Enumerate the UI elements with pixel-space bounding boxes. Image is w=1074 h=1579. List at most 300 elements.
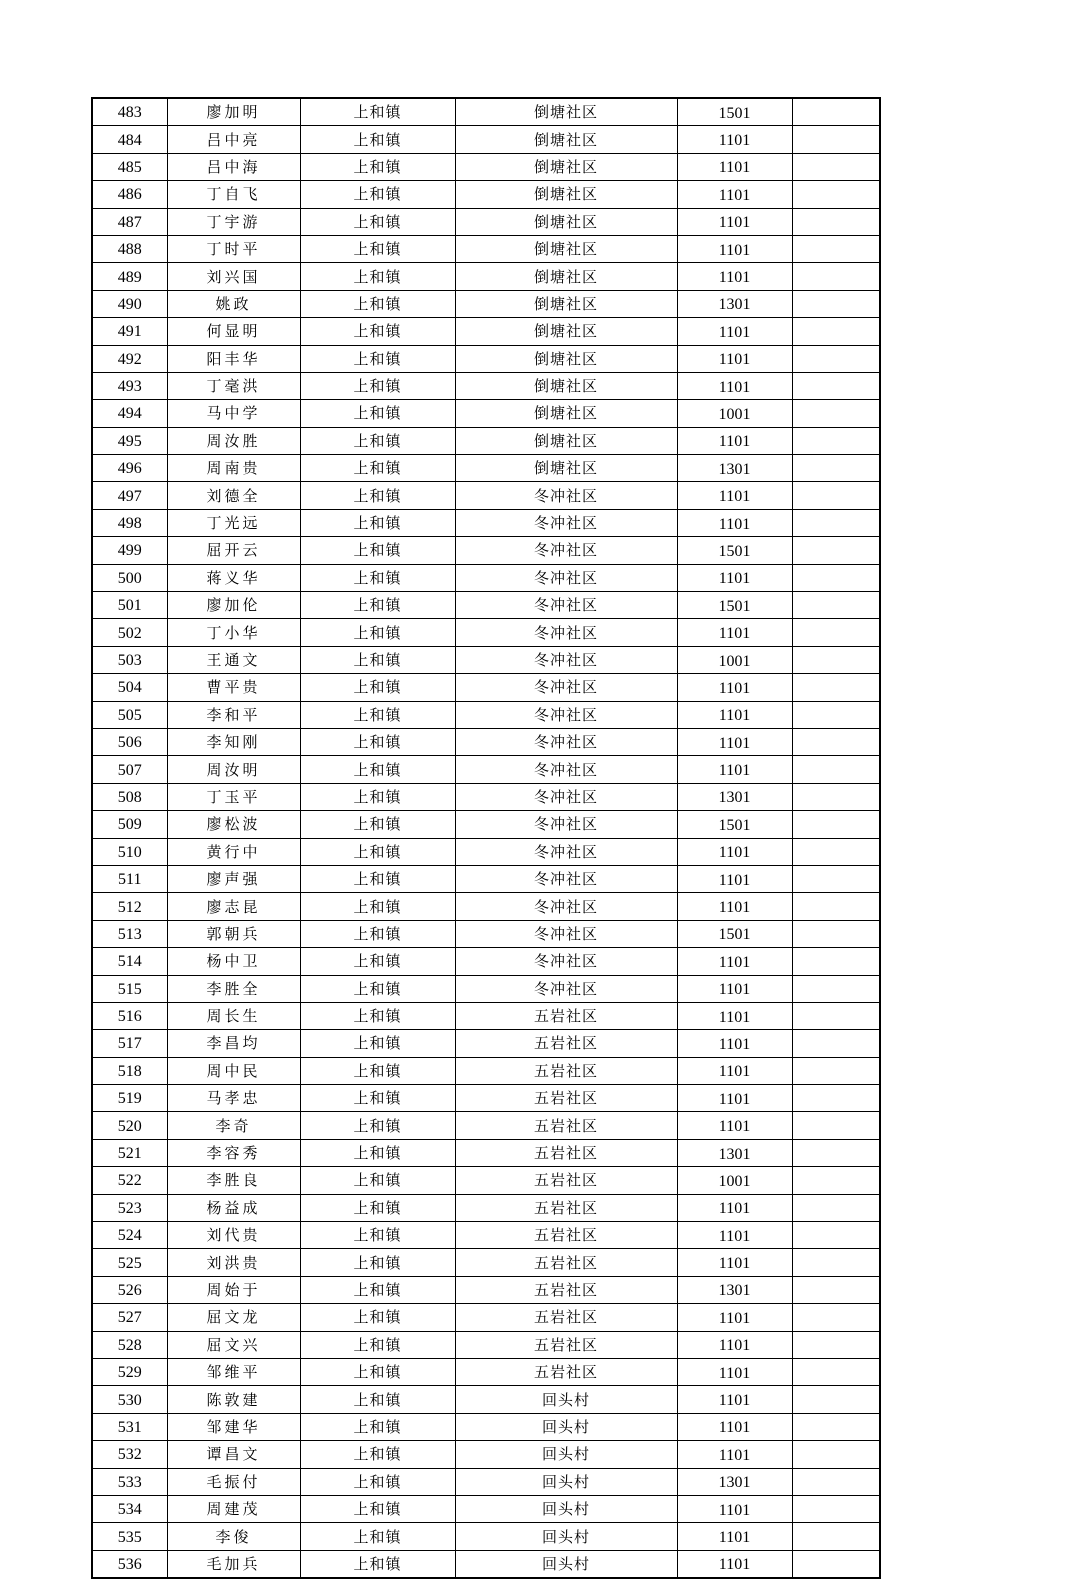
cell-person-name: 丁宇游 xyxy=(167,208,300,235)
table-row xyxy=(92,920,880,947)
cell-town: 上和镇 xyxy=(300,1413,455,1440)
cell-person-name: 刘代贵 xyxy=(167,1222,300,1249)
cell-person-name: 谭昌文 xyxy=(167,1441,300,1468)
table-row xyxy=(92,98,880,126)
cell-note xyxy=(792,235,880,262)
table-row xyxy=(92,1057,880,1084)
cell-town: 上和镇 xyxy=(300,482,455,509)
cell-person-name: 屈文兴 xyxy=(167,1331,300,1358)
cell-note xyxy=(792,509,880,536)
cell-community: 回头村 xyxy=(455,1441,677,1468)
cell-note xyxy=(792,1441,880,1468)
table-row xyxy=(92,482,880,509)
cell-note xyxy=(792,1167,880,1194)
table-row xyxy=(92,1523,880,1550)
cell-person-name: 毛加兵 xyxy=(167,1550,300,1578)
cell-town: 上和镇 xyxy=(300,865,455,892)
cell-note xyxy=(792,838,880,865)
cell-community: 五岩社区 xyxy=(455,1167,677,1194)
cell-community: 冬冲社区 xyxy=(455,482,677,509)
cell-community: 倒塘社区 xyxy=(455,98,677,126)
cell-code: 1301 xyxy=(677,290,792,317)
cell-community: 冬冲社区 xyxy=(455,728,677,755)
cell-serial-number: 489 xyxy=(92,263,167,290)
cell-community: 冬冲社区 xyxy=(455,838,677,865)
cell-note xyxy=(792,1386,880,1413)
cell-code: 1101 xyxy=(677,181,792,208)
table-row xyxy=(92,263,880,290)
cell-code: 1101 xyxy=(677,1222,792,1249)
cell-code: 1101 xyxy=(677,153,792,180)
cell-person-name: 丁毫洪 xyxy=(167,372,300,399)
cell-note xyxy=(792,208,880,235)
cell-town: 上和镇 xyxy=(300,619,455,646)
cell-person-name: 李俊 xyxy=(167,1523,300,1550)
cell-note xyxy=(792,427,880,454)
cell-note xyxy=(792,592,880,619)
cell-community: 倒塘社区 xyxy=(455,318,677,345)
cell-serial-number: 534 xyxy=(92,1495,167,1522)
cell-serial-number: 490 xyxy=(92,290,167,317)
cell-person-name: 周长生 xyxy=(167,1002,300,1029)
cell-town: 上和镇 xyxy=(300,1057,455,1084)
cell-person-name: 刘德全 xyxy=(167,482,300,509)
table-row xyxy=(92,948,880,975)
cell-serial-number: 505 xyxy=(92,701,167,728)
table-row xyxy=(92,318,880,345)
cell-person-name: 吕中海 xyxy=(167,153,300,180)
cell-code: 1501 xyxy=(677,592,792,619)
cell-town: 上和镇 xyxy=(300,728,455,755)
cell-person-name: 毛振付 xyxy=(167,1468,300,1495)
cell-community: 倒塘社区 xyxy=(455,400,677,427)
cell-code: 1301 xyxy=(677,1276,792,1303)
cell-note xyxy=(792,1276,880,1303)
cell-code: 1101 xyxy=(677,1304,792,1331)
cell-community: 五岩社区 xyxy=(455,1331,677,1358)
cell-town: 上和镇 xyxy=(300,1276,455,1303)
cell-note xyxy=(792,1057,880,1084)
cell-code: 1101 xyxy=(677,893,792,920)
cell-community: 冬冲社区 xyxy=(455,564,677,591)
table-row xyxy=(92,865,880,892)
cell-town: 上和镇 xyxy=(300,1304,455,1331)
cell-community: 倒塘社区 xyxy=(455,181,677,208)
table-row xyxy=(92,564,880,591)
table-row xyxy=(92,783,880,810)
table-row xyxy=(92,1030,880,1057)
cell-community: 倒塘社区 xyxy=(455,208,677,235)
table-row xyxy=(92,1194,880,1221)
cell-community: 冬冲社区 xyxy=(455,783,677,810)
cell-town: 上和镇 xyxy=(300,181,455,208)
cell-code: 1501 xyxy=(677,537,792,564)
cell-note xyxy=(792,153,880,180)
cell-serial-number: 498 xyxy=(92,509,167,536)
cell-person-name: 刘洪贵 xyxy=(167,1249,300,1276)
table-row xyxy=(92,1358,880,1385)
cell-serial-number: 501 xyxy=(92,592,167,619)
cell-serial-number: 526 xyxy=(92,1276,167,1303)
cell-note xyxy=(792,701,880,728)
cell-note xyxy=(792,1468,880,1495)
cell-note xyxy=(792,674,880,701)
cell-serial-number: 506 xyxy=(92,728,167,755)
cell-serial-number: 514 xyxy=(92,948,167,975)
cell-code: 1101 xyxy=(677,509,792,536)
cell-serial-number: 502 xyxy=(92,619,167,646)
cell-community: 冬冲社区 xyxy=(455,701,677,728)
cell-community: 回头村 xyxy=(455,1386,677,1413)
table-row xyxy=(92,290,880,317)
cell-person-name: 李奇 xyxy=(167,1112,300,1139)
cell-serial-number: 530 xyxy=(92,1386,167,1413)
cell-code: 1501 xyxy=(677,920,792,947)
table-row xyxy=(92,975,880,1002)
cell-community: 冬冲社区 xyxy=(455,893,677,920)
cell-serial-number: 533 xyxy=(92,1468,167,1495)
cell-code: 1101 xyxy=(677,865,792,892)
cell-town: 上和镇 xyxy=(300,126,455,153)
cell-person-name: 周始于 xyxy=(167,1276,300,1303)
cell-serial-number: 504 xyxy=(92,674,167,701)
cell-community: 回头村 xyxy=(455,1468,677,1495)
cell-person-name: 曹平贵 xyxy=(167,674,300,701)
cell-community: 回头村 xyxy=(455,1413,677,1440)
cell-code: 1101 xyxy=(677,1085,792,1112)
cell-community: 冬冲社区 xyxy=(455,975,677,1002)
cell-code: 1001 xyxy=(677,400,792,427)
cell-note xyxy=(792,263,880,290)
cell-serial-number: 508 xyxy=(92,783,167,810)
cell-town: 上和镇 xyxy=(300,1194,455,1221)
cell-note xyxy=(792,400,880,427)
cell-person-name: 李胜良 xyxy=(167,1167,300,1194)
cell-code: 1101 xyxy=(677,1550,792,1578)
table-row xyxy=(92,153,880,180)
cell-person-name: 邹建华 xyxy=(167,1413,300,1440)
cell-person-name: 阳丰华 xyxy=(167,345,300,372)
cell-code: 1101 xyxy=(677,372,792,399)
cell-community: 倒塘社区 xyxy=(455,126,677,153)
cell-town: 上和镇 xyxy=(300,235,455,262)
table-row xyxy=(92,1222,880,1249)
cell-town: 上和镇 xyxy=(300,783,455,810)
cell-serial-number: 499 xyxy=(92,537,167,564)
cell-person-name: 王通文 xyxy=(167,646,300,673)
cell-town: 上和镇 xyxy=(300,345,455,372)
cell-note xyxy=(792,455,880,482)
cell-code: 1101 xyxy=(677,1331,792,1358)
cell-person-name: 何显明 xyxy=(167,318,300,345)
cell-serial-number: 494 xyxy=(92,400,167,427)
table-row xyxy=(92,1413,880,1440)
cell-person-name: 杨中卫 xyxy=(167,948,300,975)
cell-person-name: 屈文龙 xyxy=(167,1304,300,1331)
cell-community: 倒塘社区 xyxy=(455,455,677,482)
cell-community: 倒塘社区 xyxy=(455,235,677,262)
cell-note xyxy=(792,619,880,646)
cell-town: 上和镇 xyxy=(300,756,455,783)
cell-community: 倒塘社区 xyxy=(455,345,677,372)
cell-code: 1101 xyxy=(677,975,792,1002)
cell-serial-number: 493 xyxy=(92,372,167,399)
table-row xyxy=(92,1441,880,1468)
cell-town: 上和镇 xyxy=(300,975,455,1002)
cell-code: 1101 xyxy=(677,1413,792,1440)
cell-serial-number: 535 xyxy=(92,1523,167,1550)
cell-note xyxy=(792,482,880,509)
cell-person-name: 廖志昆 xyxy=(167,893,300,920)
cell-town: 上和镇 xyxy=(300,1468,455,1495)
cell-note xyxy=(792,126,880,153)
cell-town: 上和镇 xyxy=(300,290,455,317)
cell-town: 上和镇 xyxy=(300,1139,455,1166)
cell-serial-number: 532 xyxy=(92,1441,167,1468)
cell-town: 上和镇 xyxy=(300,811,455,838)
cell-town: 上和镇 xyxy=(300,1331,455,1358)
cell-serial-number: 486 xyxy=(92,181,167,208)
cell-town: 上和镇 xyxy=(300,1386,455,1413)
cell-town: 上和镇 xyxy=(300,1358,455,1385)
cell-note xyxy=(792,756,880,783)
cell-note xyxy=(792,345,880,372)
cell-note xyxy=(792,646,880,673)
cell-community: 五岩社区 xyxy=(455,1358,677,1385)
cell-note xyxy=(792,98,880,126)
cell-community: 回头村 xyxy=(455,1495,677,1522)
cell-code: 1101 xyxy=(677,482,792,509)
cell-serial-number: 518 xyxy=(92,1057,167,1084)
cell-person-name: 刘兴国 xyxy=(167,263,300,290)
table-row xyxy=(92,126,880,153)
cell-community: 五岩社区 xyxy=(455,1002,677,1029)
cell-note xyxy=(792,1550,880,1578)
document-page xyxy=(91,97,881,1579)
cell-town: 上和镇 xyxy=(300,1222,455,1249)
table-row xyxy=(92,345,880,372)
cell-community: 五岩社区 xyxy=(455,1057,677,1084)
cell-code: 1301 xyxy=(677,783,792,810)
cell-serial-number: 510 xyxy=(92,838,167,865)
cell-code: 1101 xyxy=(677,1057,792,1084)
cell-serial-number: 487 xyxy=(92,208,167,235)
cell-person-name: 廖松波 xyxy=(167,811,300,838)
cell-person-name: 李容秀 xyxy=(167,1139,300,1166)
cell-note xyxy=(792,1304,880,1331)
cell-note xyxy=(792,948,880,975)
cell-town: 上和镇 xyxy=(300,1441,455,1468)
cell-code: 1101 xyxy=(677,838,792,865)
cell-code: 1301 xyxy=(677,1139,792,1166)
cell-note xyxy=(792,1495,880,1522)
cell-town: 上和镇 xyxy=(300,400,455,427)
table-row xyxy=(92,427,880,454)
cell-serial-number: 536 xyxy=(92,1550,167,1578)
cell-town: 上和镇 xyxy=(300,592,455,619)
cell-town: 上和镇 xyxy=(300,1002,455,1029)
cell-code: 1301 xyxy=(677,1468,792,1495)
cell-community: 五岩社区 xyxy=(455,1112,677,1139)
cell-code: 1101 xyxy=(677,756,792,783)
cell-serial-number: 497 xyxy=(92,482,167,509)
cell-community: 冬冲社区 xyxy=(455,509,677,536)
cell-note xyxy=(792,728,880,755)
cell-town: 上和镇 xyxy=(300,564,455,591)
cell-community: 回头村 xyxy=(455,1550,677,1578)
cell-community: 五岩社区 xyxy=(455,1249,677,1276)
cell-person-name: 周建茂 xyxy=(167,1495,300,1522)
cell-community: 冬冲社区 xyxy=(455,920,677,947)
table-row xyxy=(92,235,880,262)
cell-serial-number: 519 xyxy=(92,1085,167,1112)
cell-code: 1101 xyxy=(677,1030,792,1057)
cell-code: 1101 xyxy=(677,1002,792,1029)
cell-serial-number: 512 xyxy=(92,893,167,920)
cell-serial-number: 524 xyxy=(92,1222,167,1249)
cell-code: 1101 xyxy=(677,728,792,755)
table-row xyxy=(92,646,880,673)
cell-serial-number: 525 xyxy=(92,1249,167,1276)
table-row xyxy=(92,756,880,783)
cell-note xyxy=(792,1194,880,1221)
cell-note xyxy=(792,181,880,208)
cell-town: 上和镇 xyxy=(300,455,455,482)
cell-community: 五岩社区 xyxy=(455,1304,677,1331)
cell-code: 1501 xyxy=(677,811,792,838)
cell-serial-number: 520 xyxy=(92,1112,167,1139)
cell-town: 上和镇 xyxy=(300,1112,455,1139)
table-row xyxy=(92,1331,880,1358)
cell-person-name: 李和平 xyxy=(167,701,300,728)
cell-community: 五岩社区 xyxy=(455,1222,677,1249)
cell-town: 上和镇 xyxy=(300,537,455,564)
table-row xyxy=(92,893,880,920)
cell-note xyxy=(792,1030,880,1057)
cell-code: 1101 xyxy=(677,1386,792,1413)
table-row xyxy=(92,592,880,619)
cell-code: 1101 xyxy=(677,564,792,591)
table-row xyxy=(92,1495,880,1522)
cell-person-name: 丁时平 xyxy=(167,235,300,262)
cell-community: 五岩社区 xyxy=(455,1276,677,1303)
cell-serial-number: 495 xyxy=(92,427,167,454)
cell-serial-number: 516 xyxy=(92,1002,167,1029)
cell-person-name: 廖加明 xyxy=(167,98,300,126)
cell-town: 上和镇 xyxy=(300,98,455,126)
cell-town: 上和镇 xyxy=(300,208,455,235)
cell-note xyxy=(792,1002,880,1029)
cell-code: 1101 xyxy=(677,208,792,235)
cell-person-name: 丁小华 xyxy=(167,619,300,646)
cell-person-name: 丁自飞 xyxy=(167,181,300,208)
cell-town: 上和镇 xyxy=(300,1167,455,1194)
cell-serial-number: 511 xyxy=(92,865,167,892)
cell-note xyxy=(792,1222,880,1249)
table-row xyxy=(92,1468,880,1495)
cell-serial-number: 484 xyxy=(92,126,167,153)
cell-town: 上和镇 xyxy=(300,1030,455,1057)
cell-town: 上和镇 xyxy=(300,1495,455,1522)
cell-note xyxy=(792,1413,880,1440)
cell-person-name: 杨益成 xyxy=(167,1194,300,1221)
cell-note xyxy=(792,1139,880,1166)
cell-serial-number: 531 xyxy=(92,1413,167,1440)
cell-person-name: 李昌均 xyxy=(167,1030,300,1057)
cell-serial-number: 509 xyxy=(92,811,167,838)
cell-town: 上和镇 xyxy=(300,153,455,180)
cell-person-name: 蒋义华 xyxy=(167,564,300,591)
table-row xyxy=(92,619,880,646)
cell-town: 上和镇 xyxy=(300,427,455,454)
cell-note xyxy=(792,1249,880,1276)
cell-community: 倒塘社区 xyxy=(455,153,677,180)
cell-person-name: 周中民 xyxy=(167,1057,300,1084)
table-row xyxy=(92,728,880,755)
cell-note xyxy=(792,372,880,399)
cell-code: 1101 xyxy=(677,948,792,975)
table-row xyxy=(92,372,880,399)
cell-person-name: 姚政 xyxy=(167,290,300,317)
cell-person-name: 周南贵 xyxy=(167,455,300,482)
cell-note xyxy=(792,893,880,920)
cell-code: 1101 xyxy=(677,1112,792,1139)
cell-person-name: 马孝忠 xyxy=(167,1085,300,1112)
cell-code: 1101 xyxy=(677,235,792,262)
cell-town: 上和镇 xyxy=(300,701,455,728)
cell-serial-number: 528 xyxy=(92,1331,167,1358)
cell-town: 上和镇 xyxy=(300,893,455,920)
cell-code: 1101 xyxy=(677,263,792,290)
cell-note xyxy=(792,783,880,810)
table-row xyxy=(92,208,880,235)
cell-serial-number: 503 xyxy=(92,646,167,673)
cell-serial-number: 521 xyxy=(92,1139,167,1166)
cell-community: 冬冲社区 xyxy=(455,674,677,701)
cell-town: 上和镇 xyxy=(300,1523,455,1550)
cell-person-name: 马中学 xyxy=(167,400,300,427)
cell-code: 1001 xyxy=(677,646,792,673)
cell-serial-number: 529 xyxy=(92,1358,167,1385)
cell-person-name: 廖声强 xyxy=(167,865,300,892)
table-row xyxy=(92,1550,880,1578)
cell-town: 上和镇 xyxy=(300,674,455,701)
cell-community: 冬冲社区 xyxy=(455,756,677,783)
cell-code: 1101 xyxy=(677,1194,792,1221)
cell-community: 五岩社区 xyxy=(455,1139,677,1166)
cell-serial-number: 513 xyxy=(92,920,167,947)
cell-note xyxy=(792,537,880,564)
table-row xyxy=(92,455,880,482)
cell-town: 上和镇 xyxy=(300,1249,455,1276)
cell-code: 1101 xyxy=(677,701,792,728)
table-row xyxy=(92,674,880,701)
cell-community: 冬冲社区 xyxy=(455,865,677,892)
cell-code: 1301 xyxy=(677,455,792,482)
cell-serial-number: 500 xyxy=(92,564,167,591)
cell-note xyxy=(792,1523,880,1550)
table-row xyxy=(92,1112,880,1139)
cell-serial-number: 507 xyxy=(92,756,167,783)
cell-serial-number: 492 xyxy=(92,345,167,372)
cell-code: 1001 xyxy=(677,1167,792,1194)
table-row xyxy=(92,1386,880,1413)
cell-note xyxy=(792,865,880,892)
cell-note xyxy=(792,811,880,838)
cell-code: 1101 xyxy=(677,1441,792,1468)
cell-code: 1101 xyxy=(677,674,792,701)
cell-note xyxy=(792,1358,880,1385)
